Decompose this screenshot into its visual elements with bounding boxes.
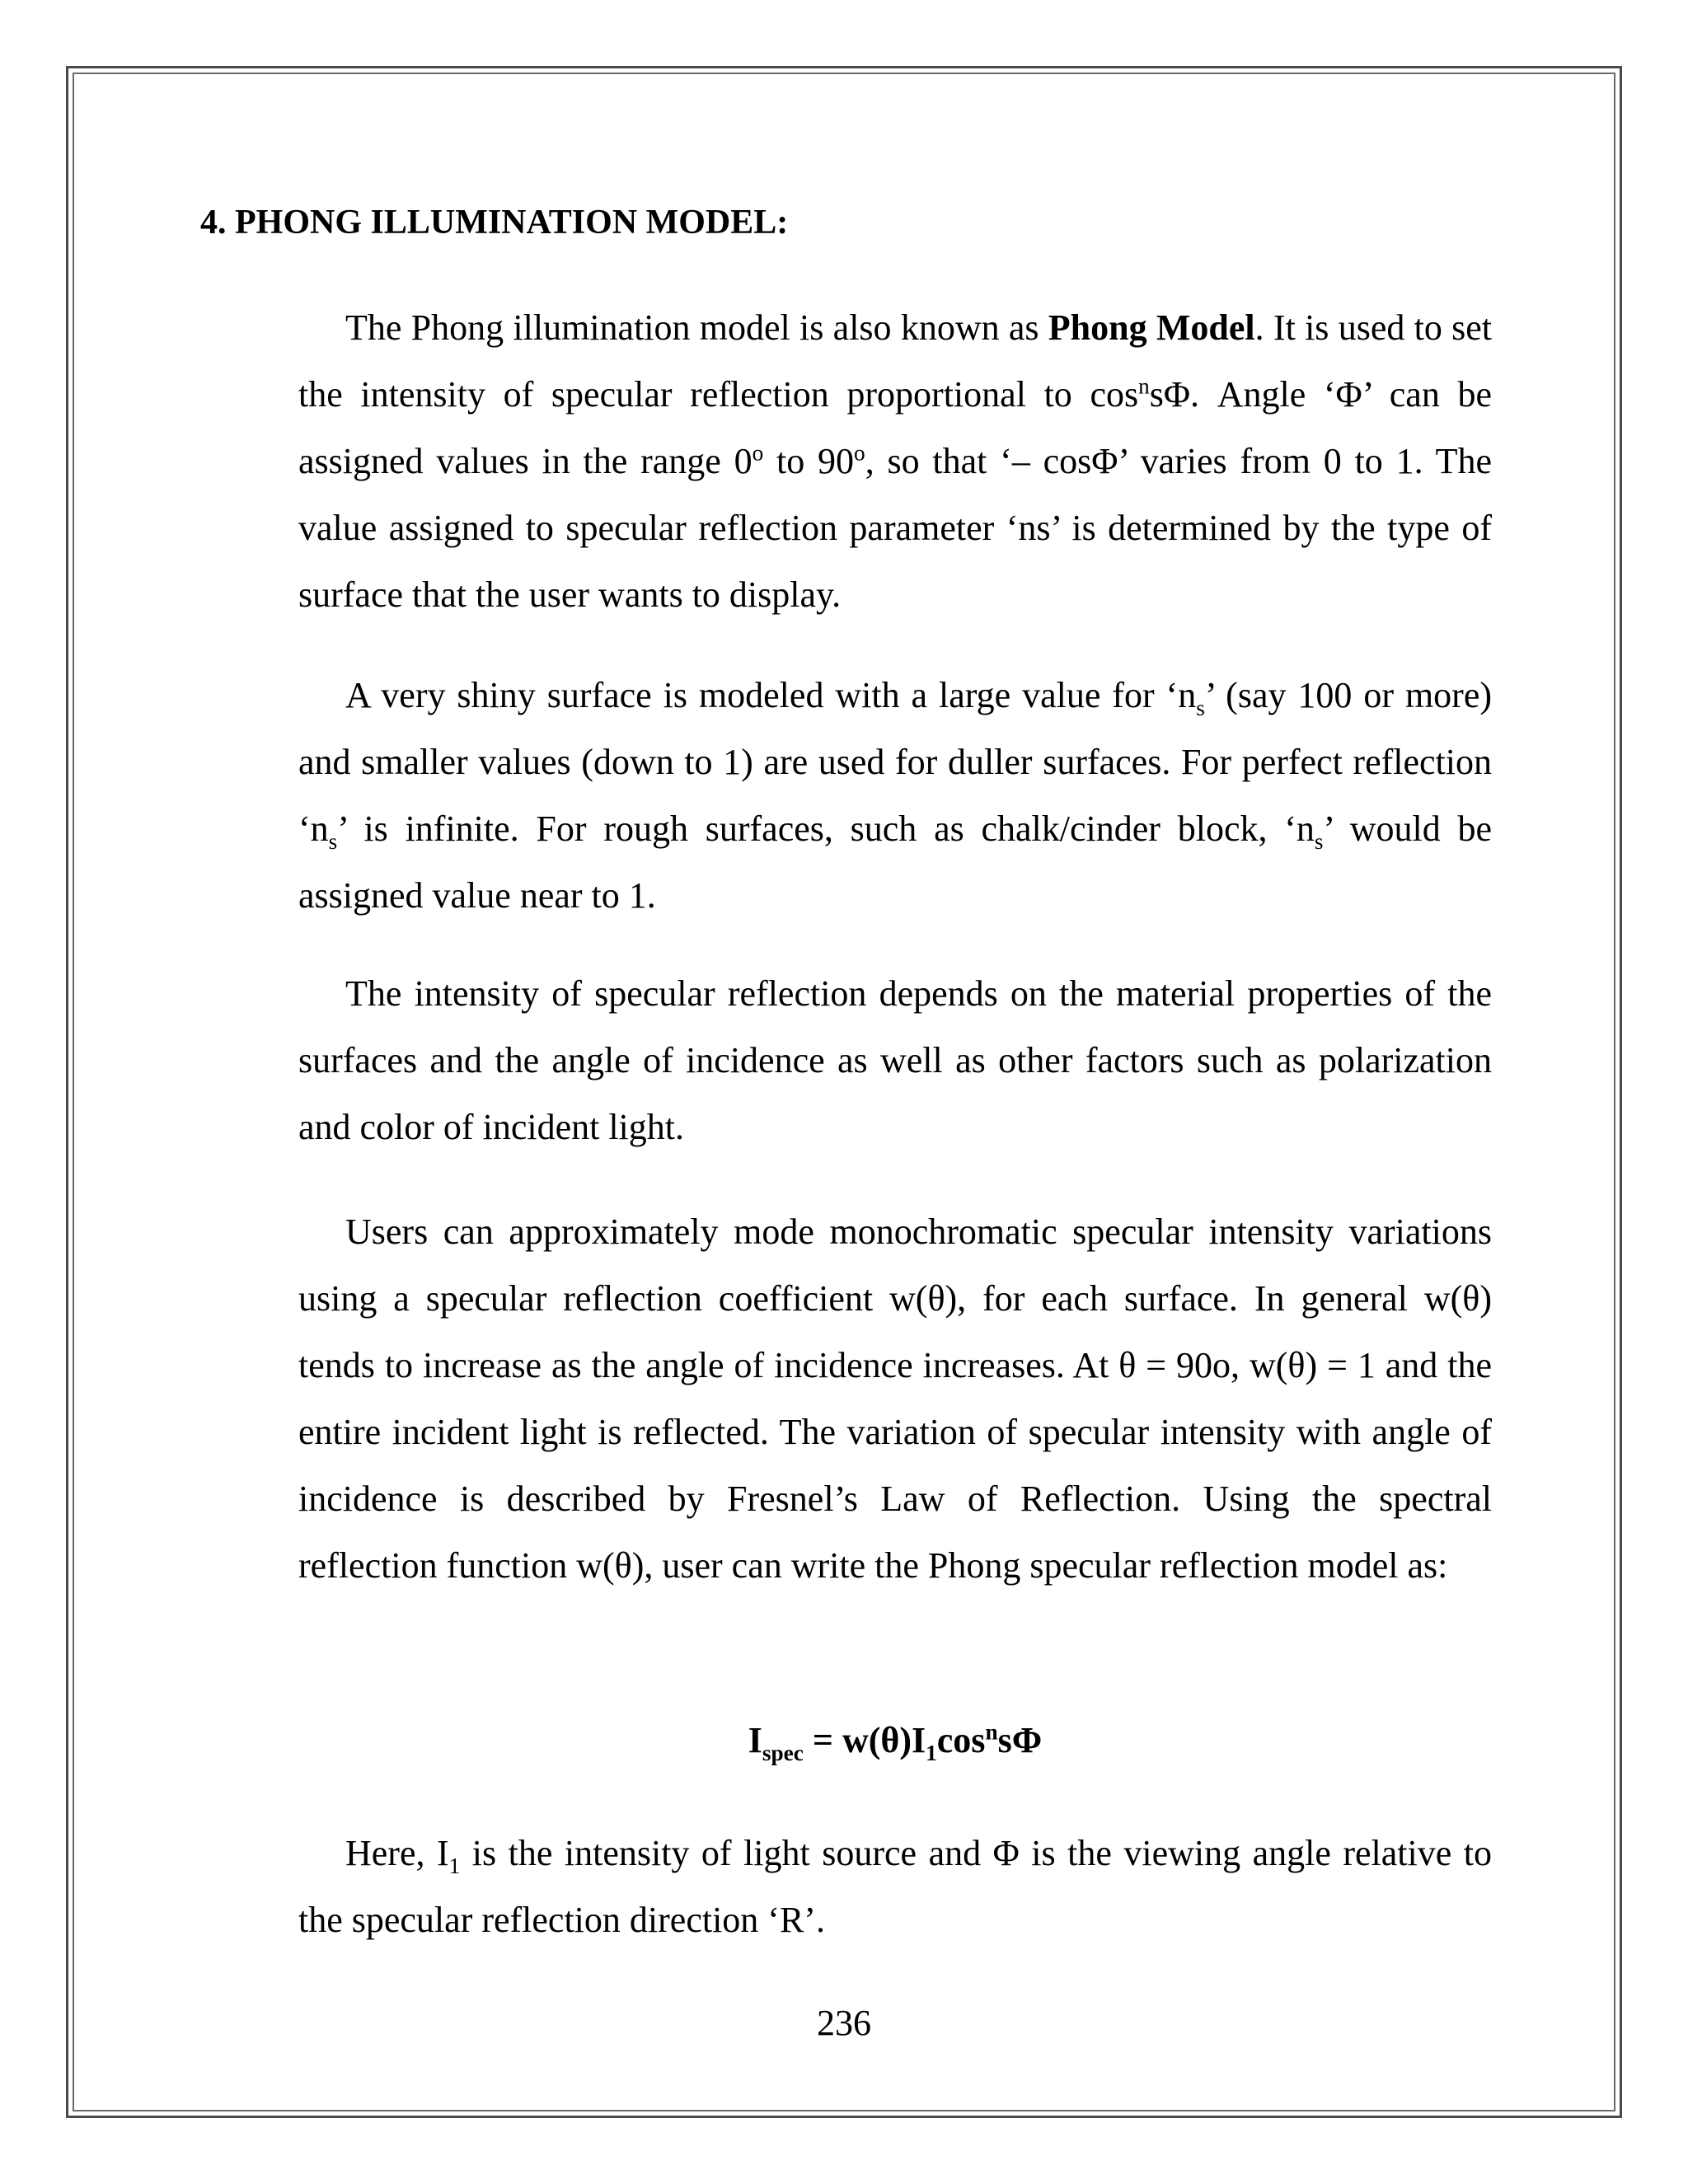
formula-lhs: I [748, 1720, 762, 1760]
p2-text-2: ’ (say 100 or more) and smaller values (down to 1) are used for duller surfaces. For perfect reflection ‘n [298, 675, 1493, 849]
p2-subscript-s-3: s [1314, 828, 1324, 854]
p1-text-5: , so that ‘– cosΦ’ varies from 0 to 1. The value assigned to specular reflection parameter ‘ns’ is determined by the type of surface that the user wants to display. [298, 441, 1492, 615]
paragraph-light-source [298, 1820, 1492, 1953]
p2-text-4: ’ would be assigned value near to 1. [298, 808, 1492, 916]
p1-text-1: The Phong illumination model is also known as [345, 307, 1048, 348]
p1-bold-term: Phong Model [1048, 307, 1255, 348]
p1-text-2: . It is used to set the intensity of specular reflection proportional to cos [298, 307, 1493, 415]
paragraph-shiny-surface [298, 662, 1492, 929]
formula-superscript-n: n [985, 1719, 998, 1745]
p2-text-3: ’ is infinite. For rough surfaces, such as chalk/cinder block, ‘n [337, 808, 1315, 849]
p5-text-2: is the intensity of light source and Φ is the viewing angle relative to the specular reflection direction ‘R’. [298, 1833, 1493, 1940]
paragraph-reflection-coefficient: Users can approximately mode monochromatic specular intensity variations using a specular reflection coefficient w(θ), for each surface. In general w(θ) tends to increase as the angle of incidence increases. At θ = 90o, w(θ) = 1 and the entire incident light is reflected. The variation of specular intensity with angle of incidence is described by Fresnel’s Law of Reflection. Using the spectral reflection function w(θ), user can write the Phong specular reflection model as: [298, 1212, 1492, 1586]
paragraph-specular-intensity: The intensity of specular reflection depends on the material properties of the surfaces and the angle of incidence as well as other factors such as polarization and color of incident light. [298, 973, 1492, 1147]
p1-superscript-degree-1: o [752, 440, 764, 466]
formula-tail: sΦ [997, 1720, 1043, 1760]
p2-text-1: A very shiny surface is modeled with a large value for ‘n [345, 675, 1197, 715]
p1-text-4: to 90 [763, 441, 855, 481]
p1-text-3: sΦ. Angle ‘Φ’ can be assigned values in the range 0 [298, 374, 1493, 481]
formula-mid: = w(θ)I [803, 1720, 926, 1760]
p5-text-1: Here, I [345, 1833, 449, 1873]
p2-subscript-s-1: s [1196, 695, 1205, 720]
p2-subscript-s-2: s [328, 828, 338, 854]
p1-superscript-n: n [1138, 373, 1150, 399]
phong-formula [298, 1716, 1492, 1765]
section-heading: 4. PHONG ILLUMINATION MODEL: [200, 204, 789, 241]
paragraph-phong-model-intro [298, 294, 1492, 628]
formula-lhs-subscript: spec [762, 1740, 804, 1765]
p1-superscript-degree-2: o [854, 440, 865, 466]
formula-cos: cos [936, 1720, 986, 1760]
p5-subscript-1: 1 [448, 1853, 461, 1878]
page-number: 236 [817, 2003, 871, 2043]
formula-mid-subscript: 1 [926, 1740, 937, 1765]
